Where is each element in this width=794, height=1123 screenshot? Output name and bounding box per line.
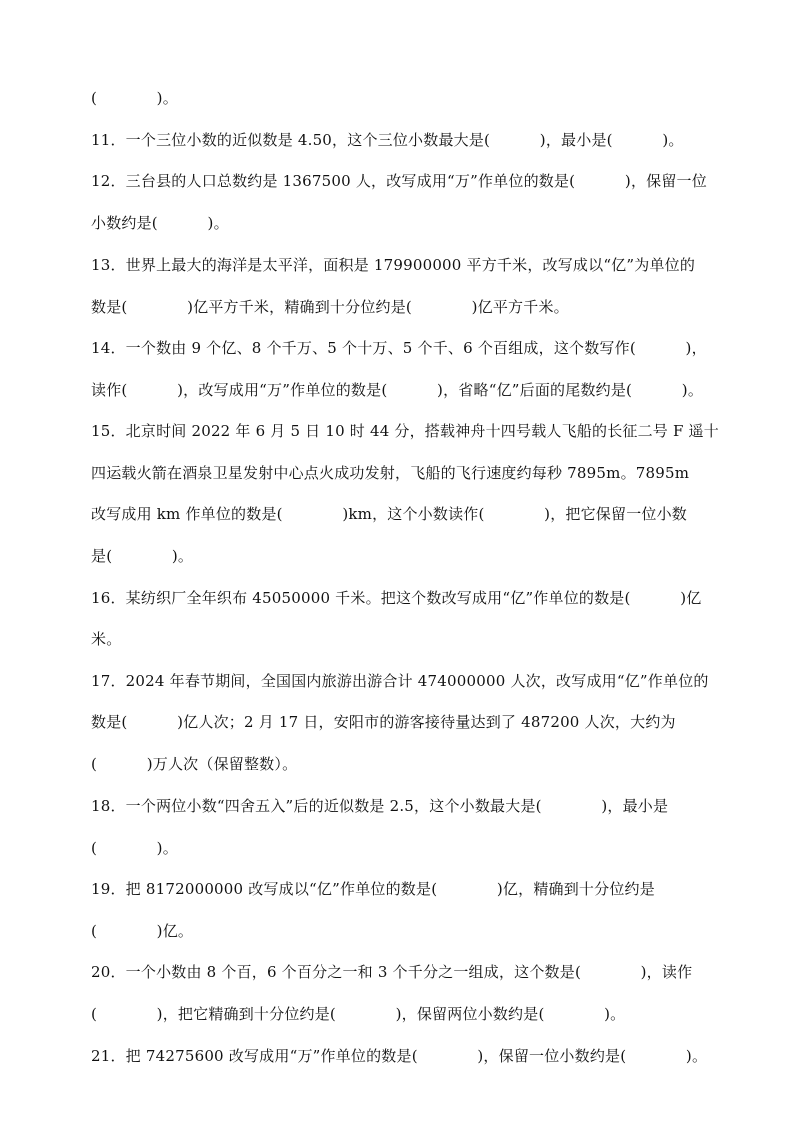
question-15-line-2: 四运载火箭在酒泉卫星发射中心点火成功发射，飞船的飞行速度约每秒 7895m。7895m xyxy=(91,464,690,482)
question-17: 17．2024 年春节期间，全国国内旅游出游合计 474000000 人次，改写成用“亿”作单位的 xyxy=(91,672,709,690)
question-14: 14．一个数由 9 个亿、8 个千万、5 个十万、5 个千、6 个百组成，这个数写作( )， xyxy=(91,339,707,357)
question-12: 12．三台县的人口总数约是 1367500 人，改写成用“万”作单位的数是( )，保留一位 xyxy=(91,172,707,190)
question-19-continued: ( )亿。 xyxy=(91,922,194,940)
question-21: 21．把 74275600 改写成用“万”作单位的数是( )，保留一位小数约是( )。 xyxy=(91,1047,708,1065)
question-16: 16．某纺织厂全年织布 45050000 千米。把这个数改写成用“亿”作单位的数是( )亿 xyxy=(91,589,702,607)
question-20-continued: ( )，把它精确到十分位约是( )，保留两位小数约是( )。 xyxy=(91,1005,626,1023)
question-19: 19．把 8172000000 改写成以“亿”作单位的数是( )亿，精确到十分位约是 xyxy=(91,880,655,898)
question-18-continued: ( )。 xyxy=(91,839,178,857)
question-13-continued: 数是( )亿平方千米，精确到十分位约是( )亿平方千米。 xyxy=(91,298,569,316)
question-20: 20．一个小数由 8 个百，6 个百分之一和 3 个千分之一组成，这个数是( )，读作 xyxy=(91,963,693,981)
question-18: 18．一个两位小数“四舍五入”后的近似数是 2.5，这个小数最大是( )，最小是 xyxy=(91,797,669,815)
answer-continuation-line: ( )。 xyxy=(91,89,178,107)
question-14-continued: 读作( )，改写成用“万”作单位的数是( )，省略“亿”后面的尾数约是( )。 xyxy=(91,381,704,399)
question-15: 15．北京时间 2022 年 6 月 5 日 10 时 44 分，搭载神舟十四号载人飞船的长征二号 F 遥十 xyxy=(91,422,719,440)
question-12-continued: 小数约是( )。 xyxy=(91,214,229,232)
question-13: 13．世界上最大的海洋是太平洋，面积是 179900000 平方千米，改写成以“亿”为单位的 xyxy=(91,256,696,274)
question-17-line-2: 数是( )亿人次；2 月 17 日，安阳市的游客接待量达到了 487200 人次，大约为 xyxy=(91,713,676,731)
question-11: 11．一个三位小数的近似数是 4.50，这个三位小数最大是( )，最小是( )。 xyxy=(91,131,684,149)
question-16-continued: 米。 xyxy=(91,630,122,648)
question-15-line-4: 是( )。 xyxy=(91,547,194,565)
question-17-line-3: ( )万人次（保留整数）。 xyxy=(91,755,298,773)
question-15-line-3: 改写成用 km 作单位的数是( )km，这个小数读作( )，把它保留一位小数 xyxy=(91,505,688,523)
